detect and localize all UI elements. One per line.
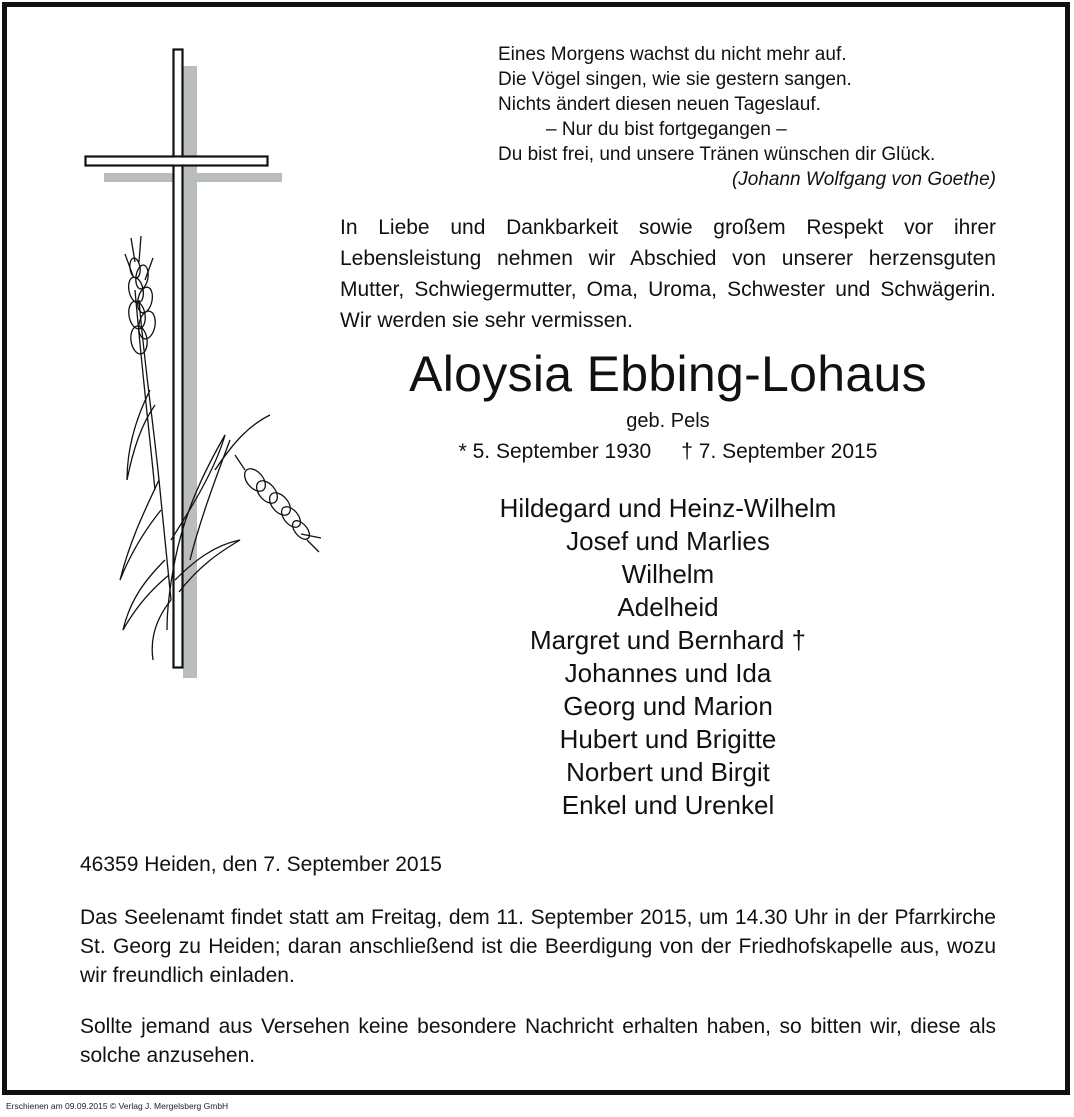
poem-line: Die Vögel singen, wie sie gestern sangen.: [498, 69, 852, 90]
poem: [498, 42, 998, 192]
wheat-icon: [120, 236, 321, 660]
poem-line: – Nur du bist fortgegangen –: [546, 119, 787, 140]
deceased-name: Aloysia Ebbing-Lohaus: [409, 346, 927, 402]
intro-text: In Liebe und Dankbarkeit sowie großem Respekt vor ihrer Lebensleistung nehmen wir Abschied von unserer herzensguten Mutter, Schwiegermutter, Oma, Uroma, Schwester und Schwägerin. Wir werden sie sehr vermissen.: [340, 216, 996, 332]
notice-text: Sollte jemand aus Versehen keine besondere Nachricht erhalten haben, so bitten wir, diese als solche anzusehen.: [80, 1015, 996, 1067]
survivor-entry: Wilhelm: [621, 559, 715, 589]
poem-line: Du bist frei, und unsere Tränen wünschen dir Glück.: [498, 144, 936, 165]
survivor-entry: Josef und Marlies: [566, 526, 770, 556]
survivor-entry: Georg und Marion: [563, 691, 773, 721]
survivor-entry: Johannes und Ida: [564, 658, 772, 688]
survivors-list: [340, 492, 996, 822]
poem-line: Eines Morgens wachst du nicht mehr auf.: [498, 44, 847, 65]
publication-footer: Erschienen am 09.09.2015 © Verlag J. Mergelsberg GmbH: [6, 1101, 229, 1111]
cross-icon: [86, 50, 283, 679]
place-date: 46359 Heiden, den 7. September 2015: [80, 853, 442, 876]
poem-line: Nichts ändert diesen neuen Tageslauf.: [498, 94, 821, 115]
maiden-name: geb. Pels: [626, 410, 710, 432]
birth-date: * 5. September 1930: [458, 440, 652, 463]
survivor-entry: Enkel und Urenkel: [561, 790, 775, 820]
survivor-entry: Hildegard und Heinz-Wilhelm: [499, 493, 837, 523]
survivor-entry: Adelheid: [617, 592, 719, 622]
survivor-entry: Hubert und Brigitte: [559, 724, 777, 754]
survivor-entry: Norbert und Birgit: [566, 757, 770, 787]
poem-attribution: (Johann Wolfgang von Goethe): [731, 169, 996, 190]
life-dates: [340, 438, 996, 466]
funeral-details: Das Seelenamt findet statt am Freitag, dem 11. September 2015, um 14.30 Uhr in der Pfarrkirche St. Georg zu Heiden; daran anschließend ist die Beerdigung von der Friedhofskapelle aus, wozu wir freundlich einladen.: [80, 906, 996, 987]
death-date: † 7. September 2015: [681, 440, 878, 463]
cross-wheat-illustration: [75, 40, 335, 690]
survivor-entry: Margret und Bernhard †: [529, 625, 807, 655]
